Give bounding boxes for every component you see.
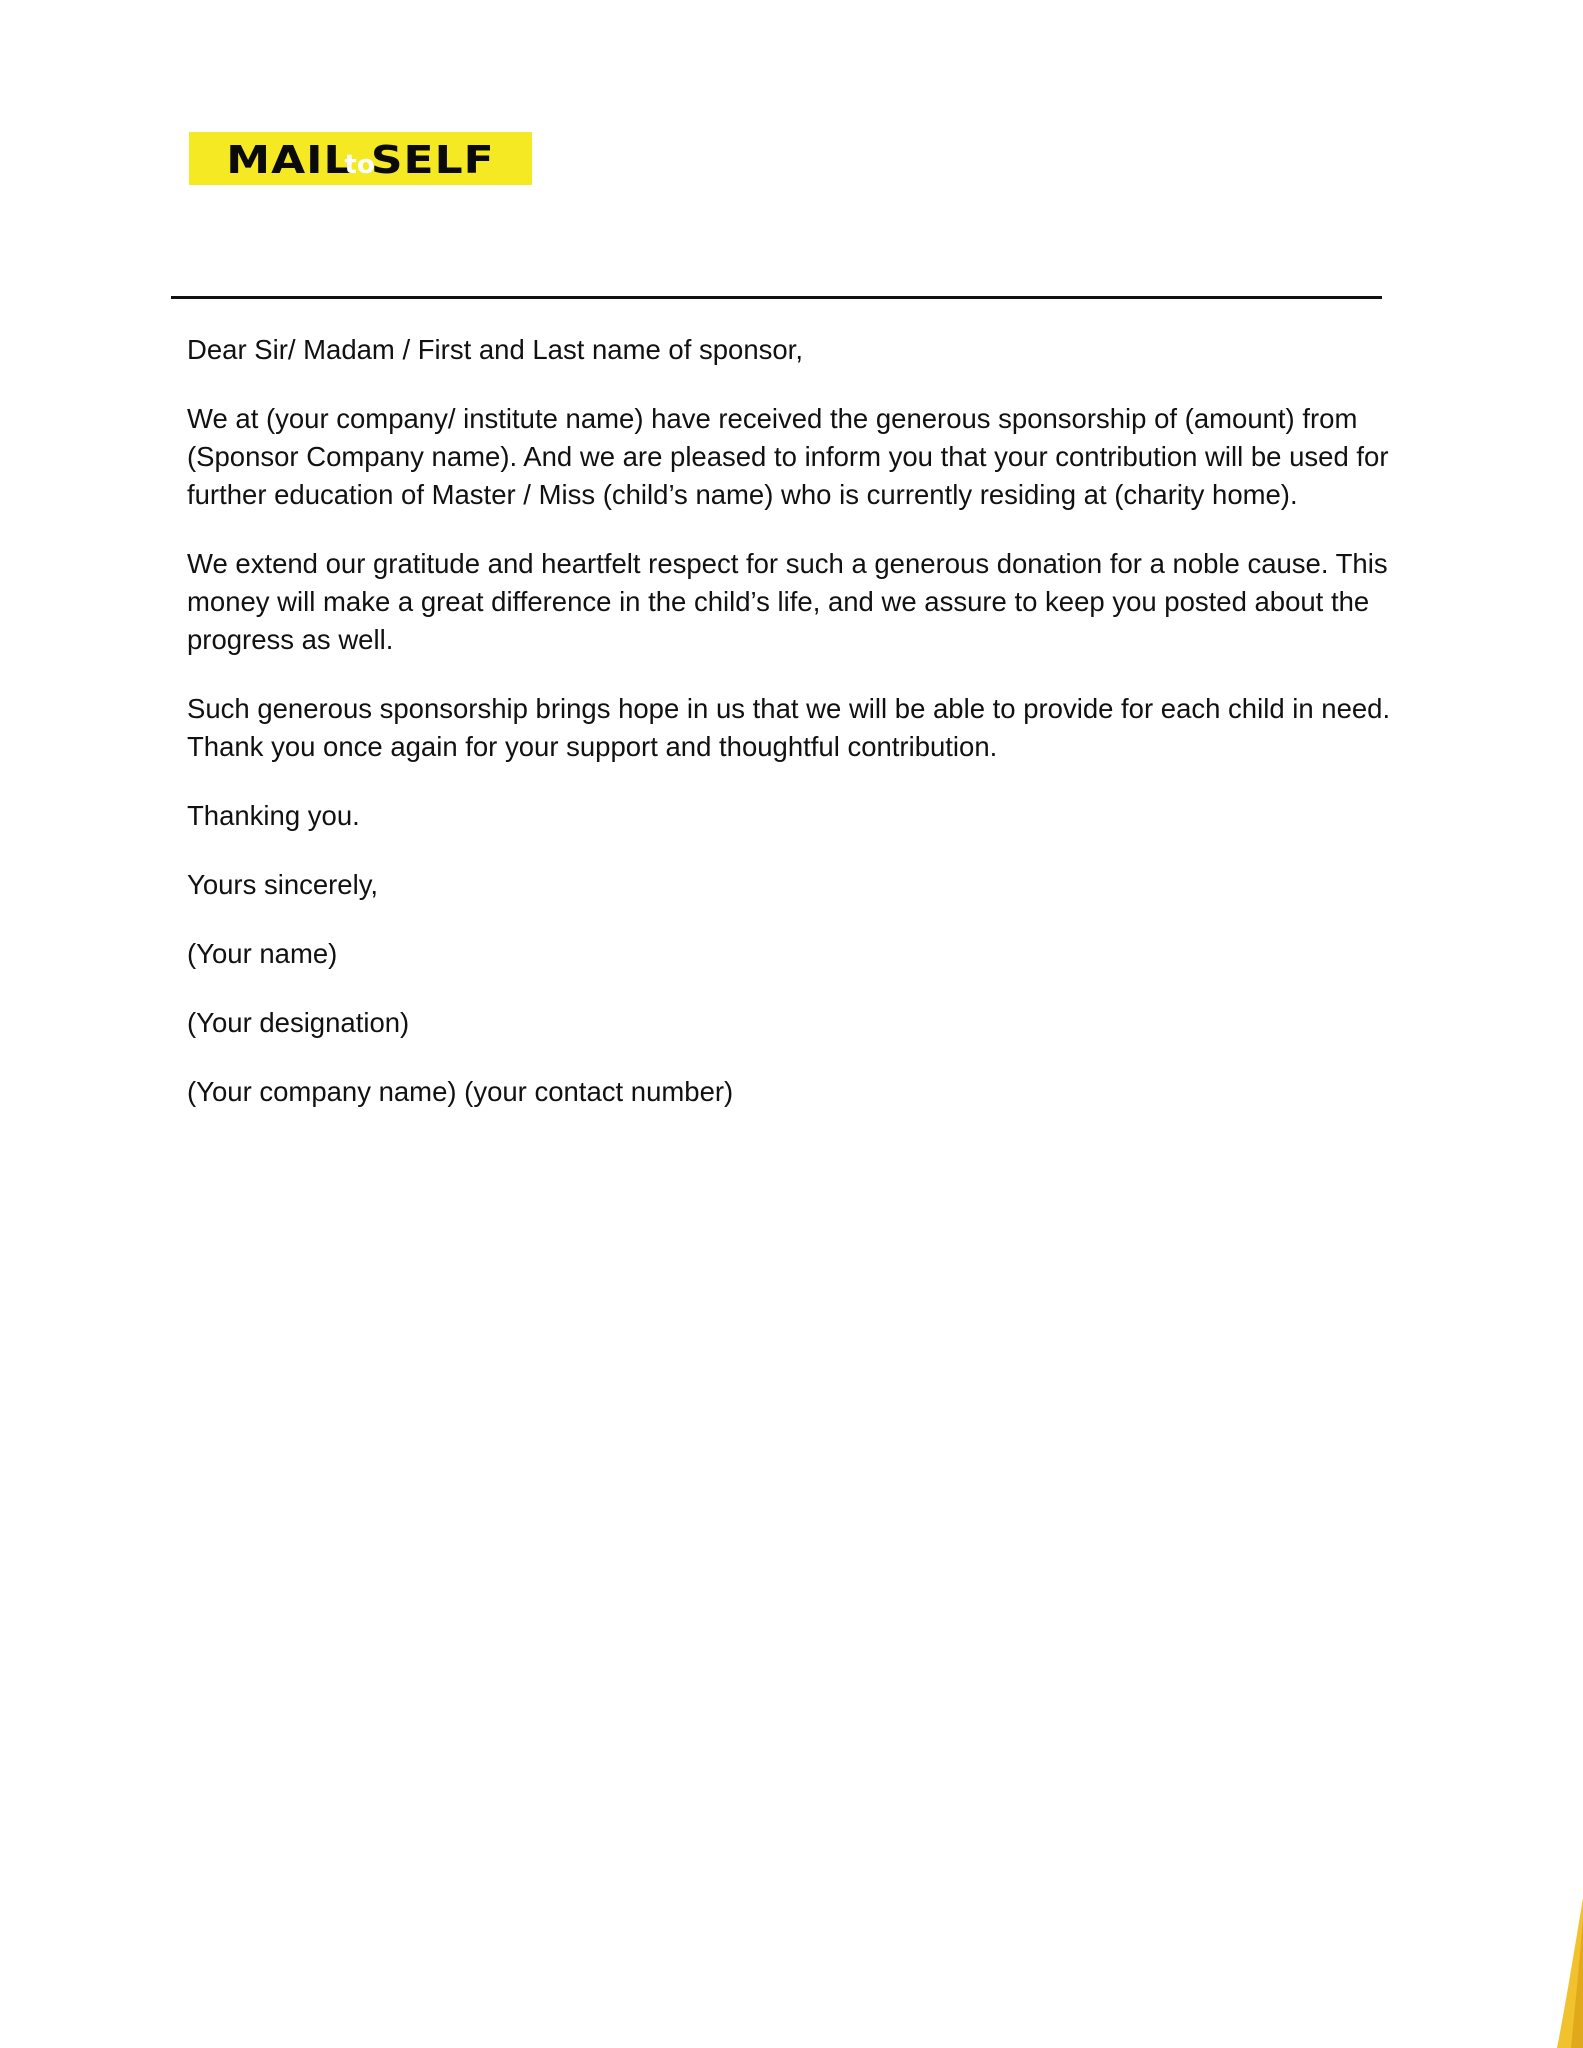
logo-word-self: SELF bbox=[370, 138, 495, 182]
sender-company-contact: (Your company name) (your contact number) bbox=[187, 1076, 734, 1107]
corner-accent-shape bbox=[1543, 1898, 1583, 2048]
sender-designation: (Your designation) bbox=[187, 1007, 410, 1038]
sender-name: (Your name) bbox=[187, 938, 338, 969]
logo-word-to: to bbox=[344, 149, 375, 180]
salutation: Dear Sir/ Madam / First and Last name of sponsor, bbox=[187, 334, 803, 365]
paragraph-1: We at (your company/ institute name) have received the generous sponsorship of (amount) from (Sponsor Company name). And we are pleased to inform you that your contribution will be used for further education of Master / Miss (child’s name) who is currently residing at (charity home). bbox=[187, 403, 1389, 510]
mail-to-self-logo bbox=[189, 132, 532, 185]
thanks-line: Thanking you. bbox=[187, 800, 360, 831]
header-divider bbox=[171, 296, 1382, 299]
paragraph-2: We extend our gratitude and heartfelt respect for such a generous donation for a noble cause. This money will make a great difference in the child’s life, and we assure to keep you posted about the progress as well. bbox=[187, 548, 1388, 655]
paragraph-3: Such generous sponsorship brings hope in us that we will be able to provide for each child in need. Thank you once again for your support and thoughtful contribution. bbox=[187, 693, 1391, 762]
letter-body bbox=[187, 331, 1407, 1142]
closing-line: Yours sincerely, bbox=[187, 869, 379, 900]
logo-word-mail: MAIL bbox=[226, 138, 353, 182]
